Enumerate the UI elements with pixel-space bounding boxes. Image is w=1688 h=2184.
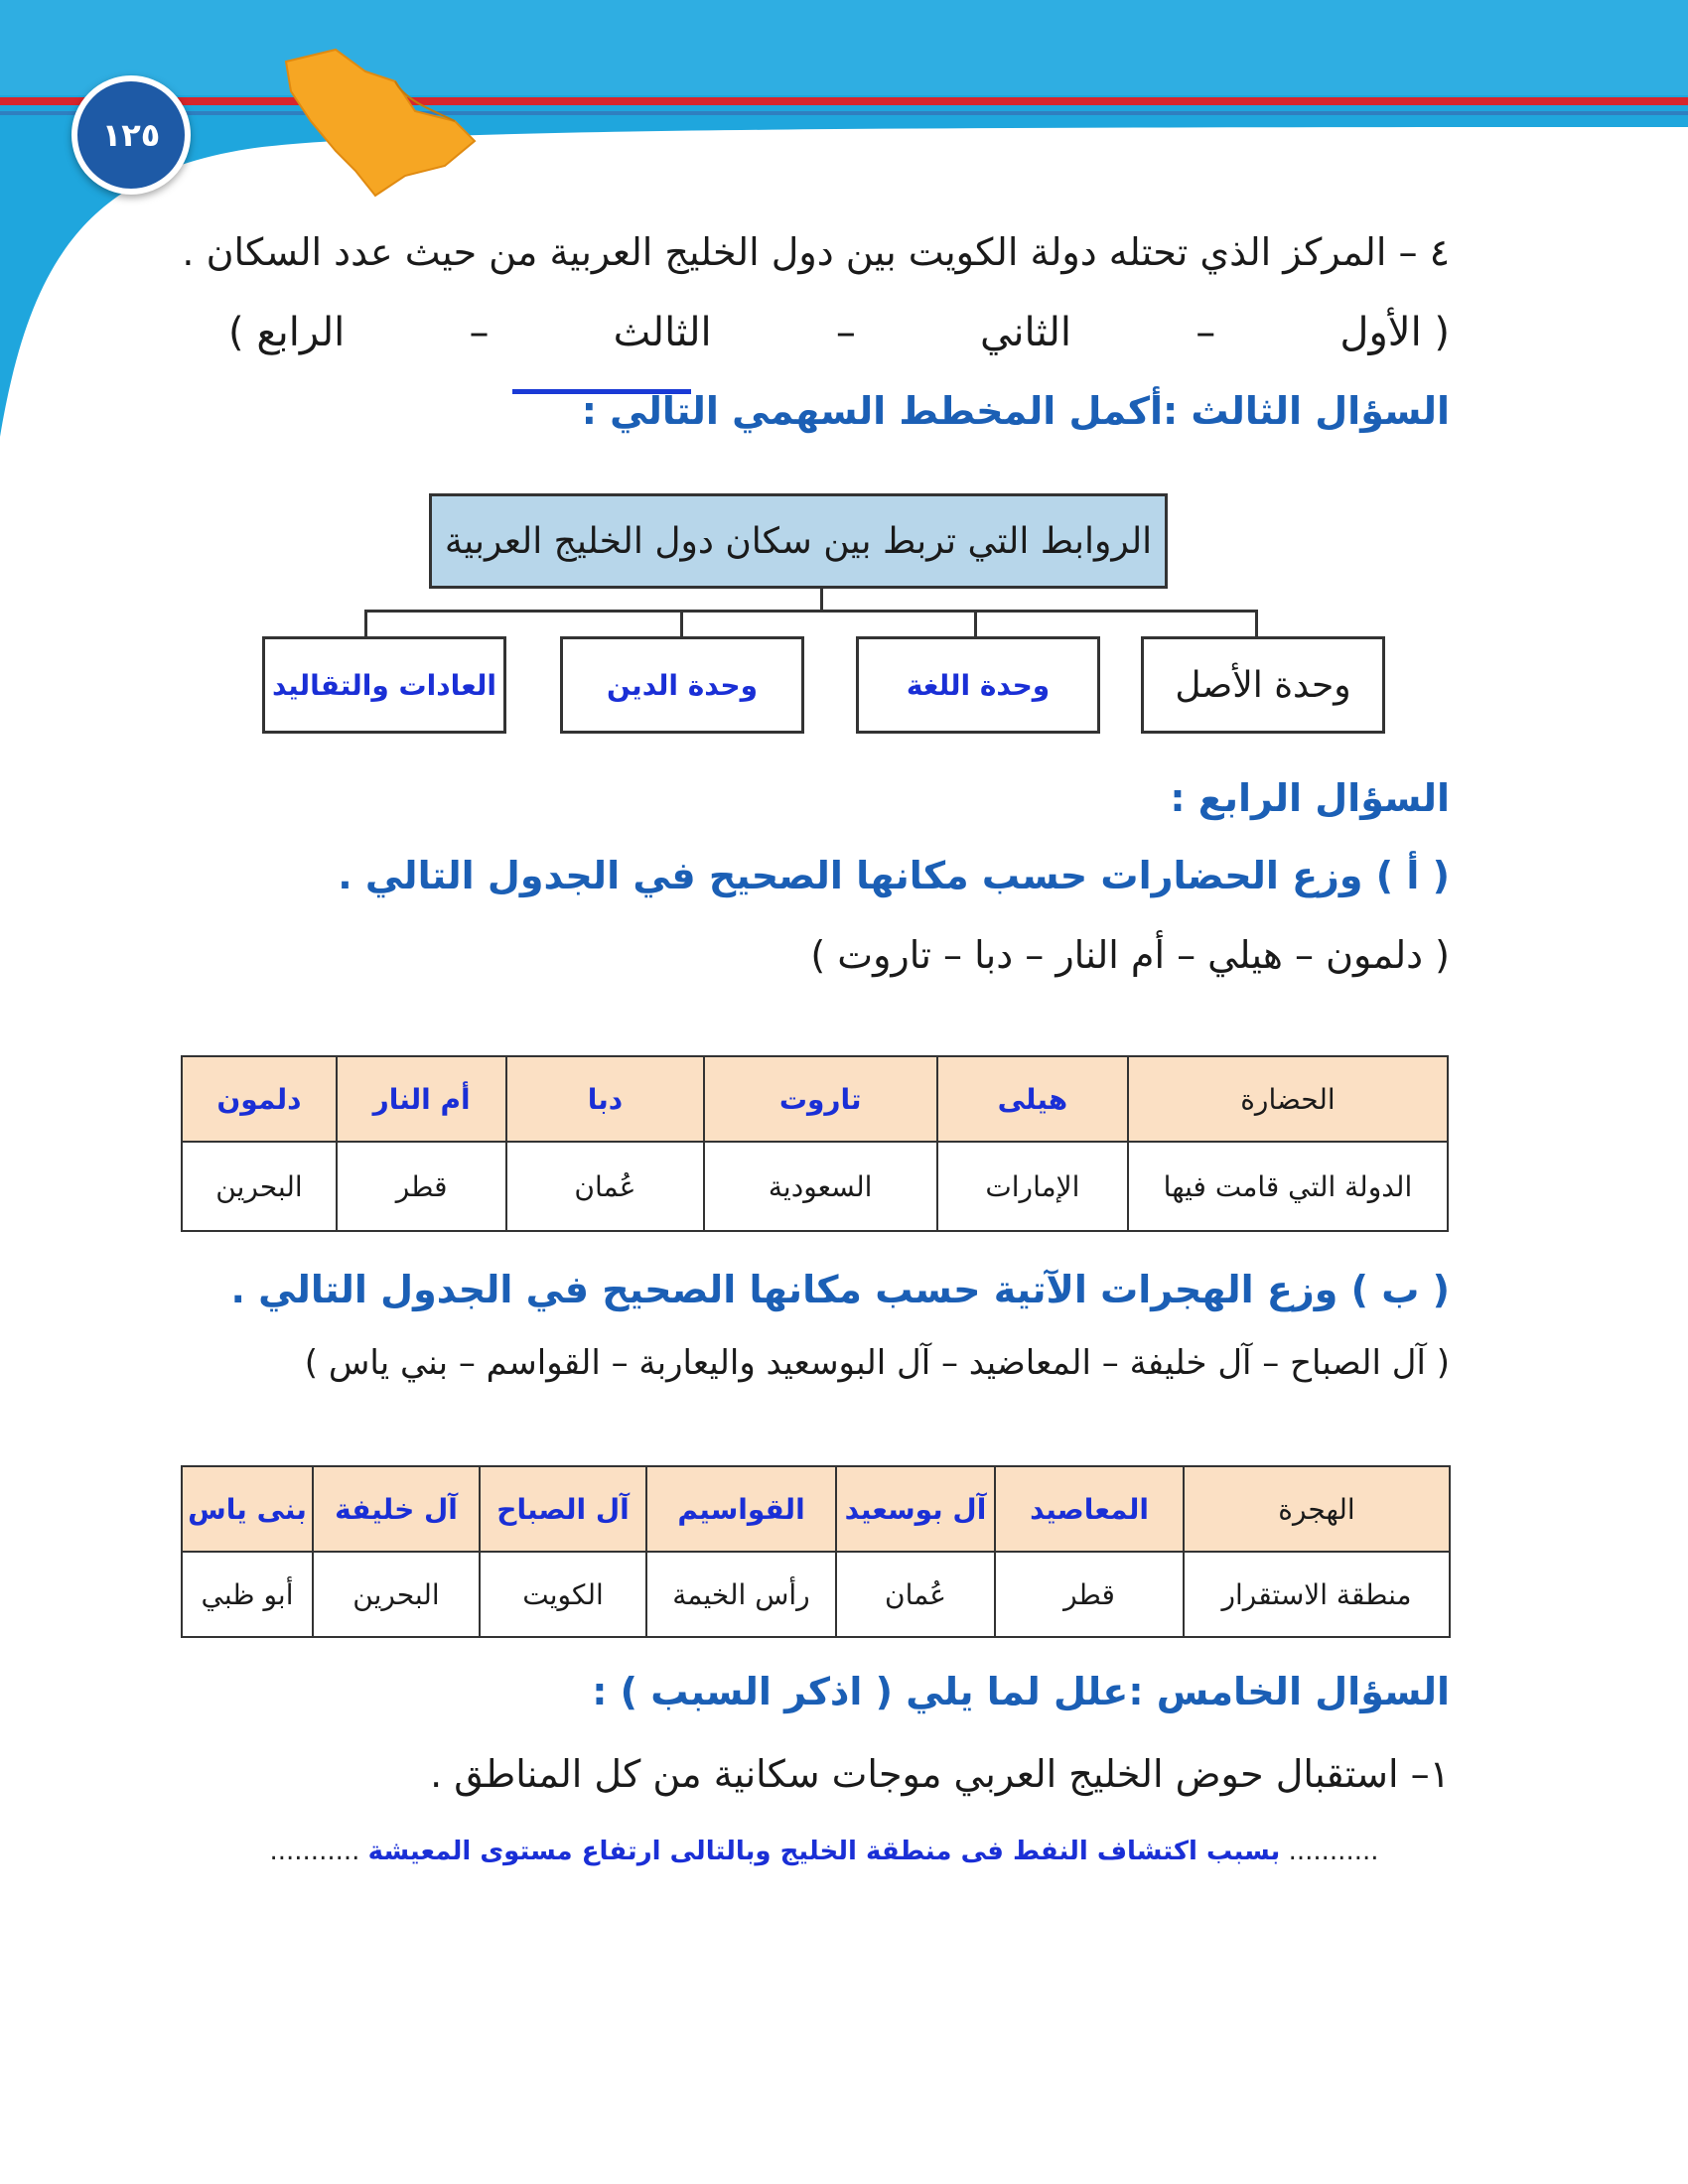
table-cell: آل بوسعيد [836,1466,995,1552]
q4-option-2: الثاني [980,310,1072,355]
q4-option-1: ( الأول [1339,310,1450,355]
table-cell: أم النار [337,1056,506,1142]
table-cell: عُمان [506,1142,703,1231]
table-cell: آل خليفة [313,1466,480,1552]
table-cell: عُمان [836,1552,995,1637]
diagram-connector [1255,610,1258,636]
diagram-box-customs: العادات والتقاليد [262,636,506,734]
diagram-connector [974,610,977,636]
table-cell: دبا [506,1056,703,1142]
table-cell: الكويت [480,1552,646,1637]
table-cell: المعاصيد [995,1466,1184,1552]
q4-option-sep: – [1196,310,1216,355]
table-cell: دلمون [182,1056,337,1142]
page-number-badge: ١٢٥ [71,75,191,195]
civilizations-table [181,1055,1449,1232]
answer-line [209,1837,1440,1866]
table-cell: هيلى [937,1056,1128,1142]
table-cell: القواسيم [646,1466,836,1552]
part-a-heading: ( أ ) وزع الحضارات حسب مكانها الصحيح في الجدول التالي . [338,854,1450,897]
diagram-connector [364,610,1257,613]
q4-text: ٤ – المركز الذي تحتله دولة الكويت بين دول الخليج العربية من حيث عدد السكان . [182,230,1450,274]
q4-option-sep: – [469,310,490,355]
answer-text: بسبب اكتشاف النفط فى منطقة الخليج وبالتالى ارتفاع مستوى المعيشة [367,1837,1281,1866]
table-cell: رأس الخيمة [646,1552,836,1637]
q5-heading: السؤال الخامس :علل لما يلي ( اذكر السبب ) : [592,1670,1450,1713]
table-cell: آل الصباح [480,1466,646,1552]
arabian-peninsula-map-icon [266,42,485,201]
table-cell: البحرين [313,1552,480,1637]
table-cell: بنى ياس [182,1466,313,1552]
q5-item-1: ١– استقبال حوض الخليج العربي موجات سكانية من كل المناطق . [430,1752,1450,1796]
table-cell: البحرين [182,1142,337,1231]
table-cell: السعودية [704,1142,937,1231]
diagram-box-origin: وحدة الأصل [1141,636,1385,734]
diagram-box-language: وحدة اللغة [856,636,1100,734]
q4-options [228,310,1450,355]
part-b-words: ( آل الصباح – آل خليفة – المعاضيد – آل البوسعيد واليعاربة – القواسم – بني ياس ) [304,1343,1450,1383]
q4-option-4: الرابع ) [228,310,346,355]
q4-option-3: الثالث [613,310,712,355]
header-band [0,0,1688,447]
migrations-table [181,1465,1451,1638]
diagram-connector [820,589,823,611]
q4b-heading: السؤال الرابع : [1170,776,1450,820]
dotted-leader: ........... [269,1837,360,1866]
table-row-label: الهجرة [1184,1466,1450,1552]
diagram-connector [680,610,683,636]
diagram-root-box: الروابط التي تربط بين سكان دول الخليج العربية [429,493,1168,589]
q4-option-sep: – [835,310,856,355]
table-cell: قطر [995,1552,1184,1637]
table-row-label: الحضارة [1128,1056,1448,1142]
table-row-label: منطقة الاستقرار [1184,1552,1450,1637]
table-row-label: الدولة التي قامت فيها [1128,1142,1448,1231]
table-cell: تاروت [704,1056,937,1142]
diagram-box-religion: وحدة الدين [560,636,804,734]
dotted-leader: ........... [1288,1837,1379,1866]
table-cell: أبو ظبي [182,1552,313,1637]
table-cell: الإمارات [937,1142,1128,1231]
table-cell: قطر [337,1142,506,1231]
diagram-connector [364,610,367,636]
part-a-words: ( دلمون – هيلي – أم النار – دبا – تاروت ) [810,933,1450,977]
part-b-heading: ( ب ) وزع الهجرات الآتية حسب مكانها الصحيح في الجدول التالي . [230,1268,1450,1311]
q3-heading: السؤال الثالث :أكمل المخطط السهمي التالي : [581,389,1450,433]
